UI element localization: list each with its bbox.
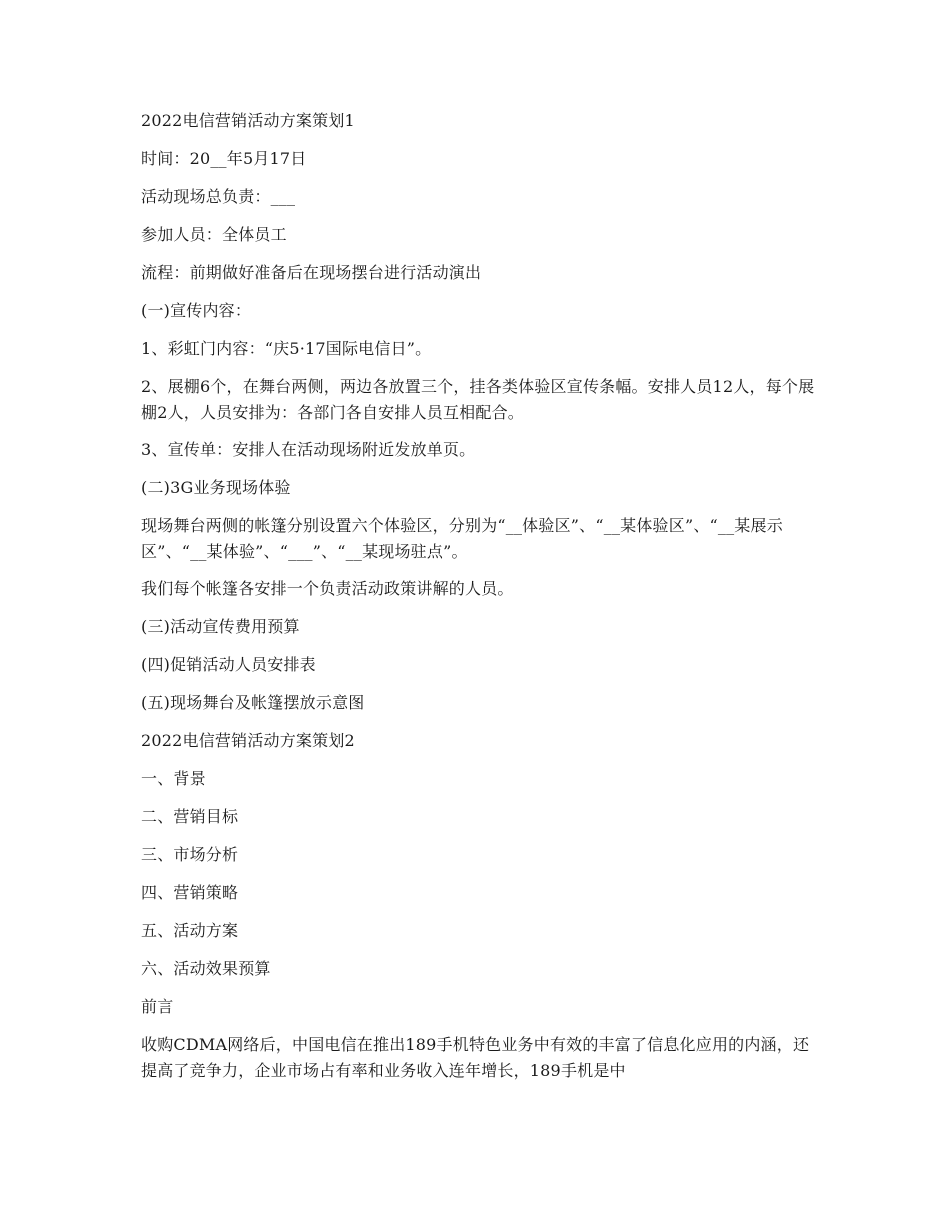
paragraph-participants: 参加人员：全体员工 <box>141 225 287 244</box>
outline-item: 三、市场分析 <box>141 845 239 864</box>
preface-paragraph: 收购CDMA网络后，中国电信在推出189手机特色业务中有效的丰富了信息化应用的内涵，还提高了竞争力，企业市场占有率和业务收入连年增长，189手机是中 <box>141 1035 810 1080</box>
section-heading-5: (五)现场舞台及帐篷摆放示意图 <box>141 693 365 712</box>
section-heading-4: (四)促销活动人员安排表 <box>141 655 316 674</box>
paragraph-experience-zones: 现场舞台两侧的帐篷分别设置六个体验区，分别为“__体验区”、“__某体验区”、“__某展示区”、“__某体验”、“___”、“__某现场驻点”。 <box>141 516 783 561</box>
outline-item: 一、背景 <box>141 769 206 788</box>
paragraph-time: 时间：20__年5月17日 <box>141 149 307 168</box>
section-heading-1: (一)宣传内容： <box>141 301 252 320</box>
outline-item: 六、活动效果预算 <box>141 959 271 978</box>
paragraph-process: 流程：前期做好准备后在现场摆台进行活动演出 <box>141 263 482 282</box>
list-item: 2、展棚6个，在舞台两侧，两边各放置三个，挂各类体验区宣传条幅。安排人员12人，每个展棚2人，人员安排为：各部门各自安排人员互相配合。 <box>141 377 815 422</box>
list-item: 1、彩虹门内容：“庆5·17国际电信日”。 <box>141 339 432 358</box>
document-body <box>141 108 816 1095</box>
preface-heading: 前言 <box>141 997 174 1016</box>
section-heading-3: (三)活动宣传费用预算 <box>141 617 300 636</box>
doc-title-1: 2022电信营销活动方案策划1 <box>141 111 355 130</box>
outline-item: 二、营销目标 <box>141 807 239 826</box>
list-item: 3、宣传单：安排人在活动现场附近发放单页。 <box>141 440 476 459</box>
outline-item: 五、活动方案 <box>141 921 239 940</box>
section-heading-2: (二)3G业务现场体验 <box>141 478 291 497</box>
doc-title-2: 2022电信营销活动方案策划2 <box>141 731 355 750</box>
outline-item: 四、营销策略 <box>141 883 239 902</box>
paragraph-staff: 我们每个帐篷各安排一个负责活动政策讲解的人员。 <box>141 579 514 598</box>
paragraph-manager: 活动现场总负责：___ <box>141 187 296 206</box>
